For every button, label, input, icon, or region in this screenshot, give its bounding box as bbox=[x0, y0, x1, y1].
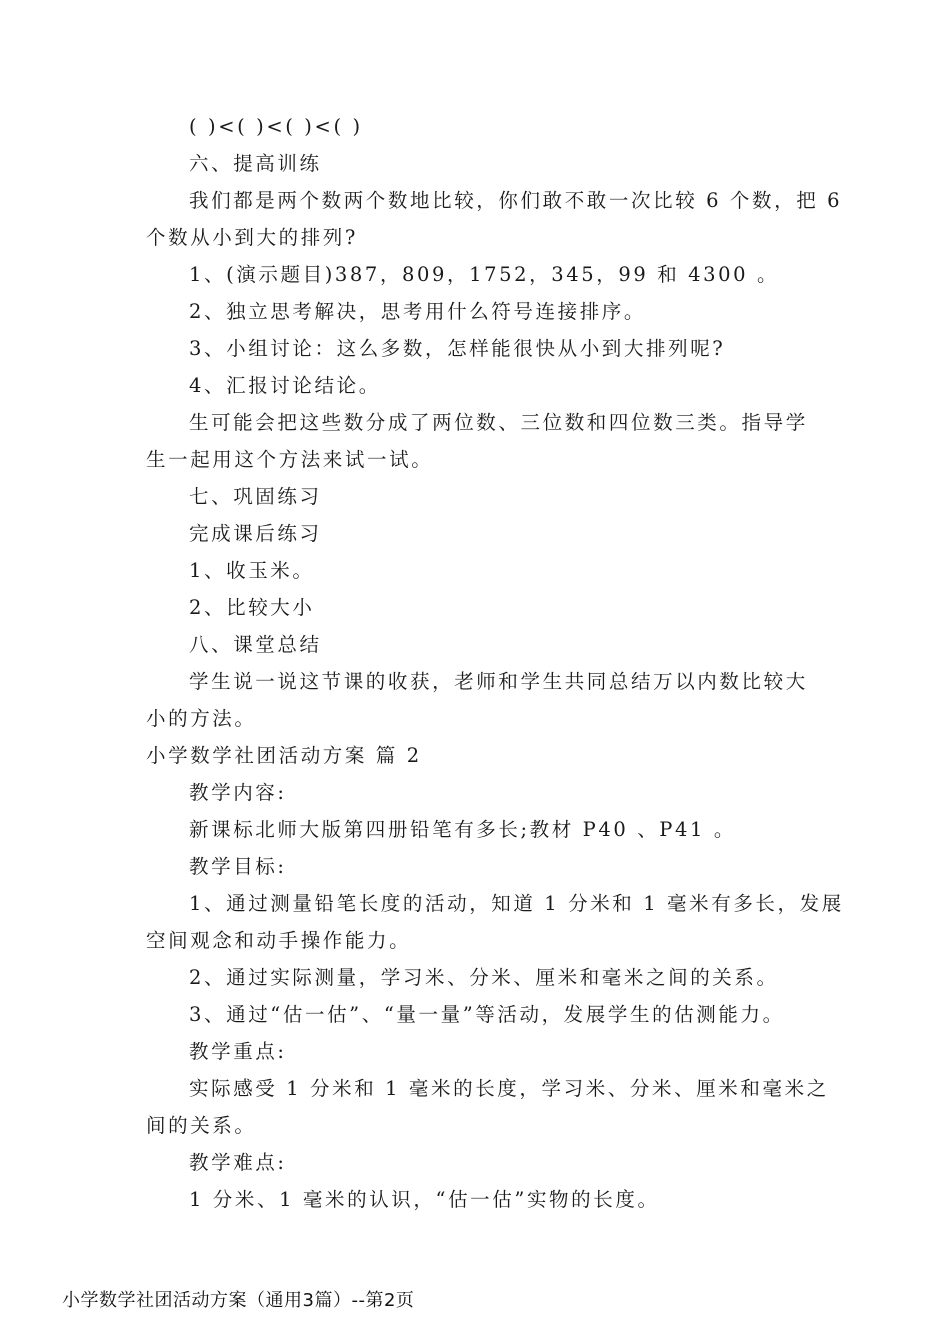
paragraph-line: 完成课后练习 bbox=[189, 522, 322, 545]
section-heading-7: 七、巩固练习 bbox=[189, 485, 322, 508]
paragraph-line: 生可能会把这些数分成了两位数、三位数和四位数三类。指导学 bbox=[189, 411, 808, 434]
paragraph-line: 学生说一说这节课的收获，老师和学生共同总结万以内数比较大 bbox=[189, 670, 808, 693]
paragraph-line: 空间观念和动手操作能力。 bbox=[146, 929, 412, 952]
subheading: 教学内容: bbox=[189, 781, 287, 804]
paragraph-line: 我们都是两个数两个数地比较，你们敢不敢一次比较 6 个数，把 6 bbox=[189, 189, 843, 212]
subheading: 教学重点: bbox=[189, 1040, 287, 1063]
subheading: 教学难点: bbox=[189, 1151, 287, 1174]
paragraph-line: 新课标北师大版第四册铅笔有多长;教材 P40 、P41 。 bbox=[189, 818, 736, 841]
paragraph-line: 间的关系。 bbox=[146, 1114, 257, 1137]
page-footer: 小学数学社团活动方案（通用3篇）--第2页 bbox=[62, 1290, 415, 1311]
list-item: 2、独立思考解决，思考用什么符号连接排序。 bbox=[189, 300, 647, 323]
list-item: 3、小组讨论：这么多数，怎样能很快从小到大排列呢? bbox=[189, 337, 726, 360]
list-item: 3、通过“估一估”、“量一量”等活动，发展学生的估测能力。 bbox=[189, 1003, 785, 1026]
paragraph-line: 个数从小到大的排列? bbox=[146, 226, 358, 249]
list-item: 1、(演示题目)387，809，1752，345，99 和 4300 。 bbox=[189, 263, 780, 286]
section-heading-6: 六、提高训练 bbox=[189, 152, 322, 175]
paragraph-line: 小的方法。 bbox=[146, 707, 257, 730]
section-heading-8: 八、课堂总结 bbox=[189, 633, 322, 656]
list-item: 4、汇报讨论结论。 bbox=[189, 374, 381, 397]
ordering-blanks: ( )<( )<( )<( ) bbox=[189, 115, 363, 138]
list-item: 1、收玉米。 bbox=[189, 559, 315, 582]
paragraph-line: 1 分米、1 毫米的认识，“估一估”实物的长度。 bbox=[189, 1188, 660, 1211]
plan-title: 小学数学社团活动方案 篇 2 bbox=[146, 744, 422, 767]
subheading: 教学目标: bbox=[189, 855, 287, 878]
list-item: 1、通过测量铅笔长度的活动，知道 1 分米和 1 毫米有多长，发展 bbox=[189, 892, 844, 915]
paragraph-line: 实际感受 1 分米和 1 毫米的长度，学习米、分米、厘米和毫米之 bbox=[189, 1077, 829, 1100]
list-item: 2、比较大小 bbox=[189, 596, 315, 619]
list-item: 2、通过实际测量，学习米、分米、厘米和毫米之间的关系。 bbox=[189, 966, 779, 989]
paragraph-line: 生一起用这个方法来试一试。 bbox=[146, 448, 434, 471]
